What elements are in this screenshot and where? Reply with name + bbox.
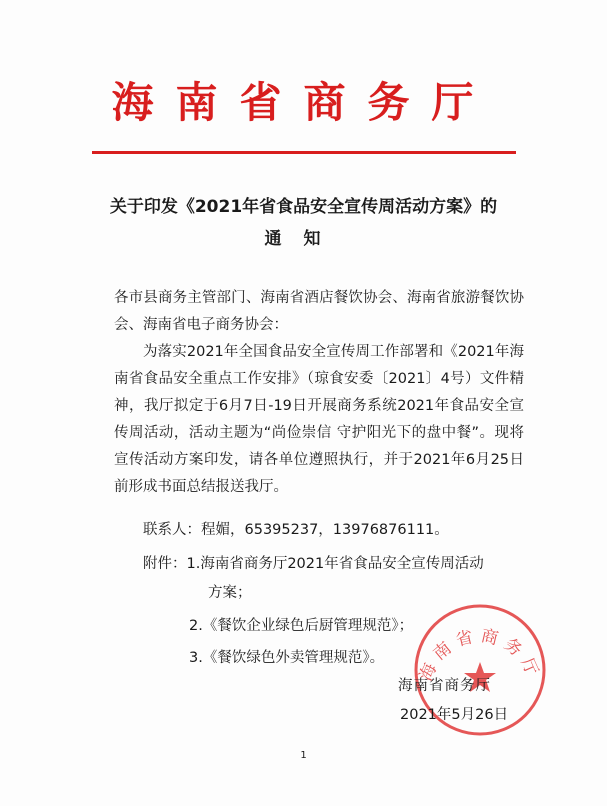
attachment-item-1-cont: 方案； bbox=[208, 585, 252, 601]
svg-text:海南省商务厅: 海南省商务厅 bbox=[415, 626, 545, 685]
notice-title-line1: 关于印发《2021年省食品安全宣传周活动方案》的 bbox=[109, 197, 498, 217]
attachment-item-1: 附件：1.海南省商务厅2021年省食品安全宣传周活动 bbox=[143, 556, 484, 572]
letterhead-title: 海南省商务厅 bbox=[111, 78, 496, 127]
addressee-text: 各市县商务主管部门、海南省酒店餐饮协会、海南省旅游餐饮协会、海南省电子商务协会： bbox=[114, 290, 524, 333]
attachment-item-2: 2.《餐饮企业绿色后厨管理规范》； bbox=[189, 618, 414, 634]
page-number: 1 bbox=[300, 750, 307, 761]
signature-date: 2021年5月26日 bbox=[400, 707, 509, 723]
body-paragraph: 为落实2021年全国食品安全宣传周工作部署和《2021年海南省食品安全重点工作安排》（琼食安委〔2021〕4号）文件精神，我厅拟定于6月7日-19日开展商务系统2021年食品安全宣传周活动，活动主题为“尚俭崇信 守护阳光下的盘中餐”。现将宣传活动方案印发，请各单位遵照执行，并于2021年6月25日前形成书面总结报送我厅。 bbox=[114, 344, 524, 495]
signature-org: 海南省商务厅 bbox=[398, 678, 491, 694]
notice-title-line2: 通知 bbox=[264, 229, 343, 249]
contact-line: 联系人：程媚，65395237，13976876111。 bbox=[143, 522, 449, 538]
attachment-item-3: 3.《餐饮绿色外卖管理规范》。 bbox=[189, 650, 385, 666]
letterhead-divider bbox=[92, 151, 516, 154]
